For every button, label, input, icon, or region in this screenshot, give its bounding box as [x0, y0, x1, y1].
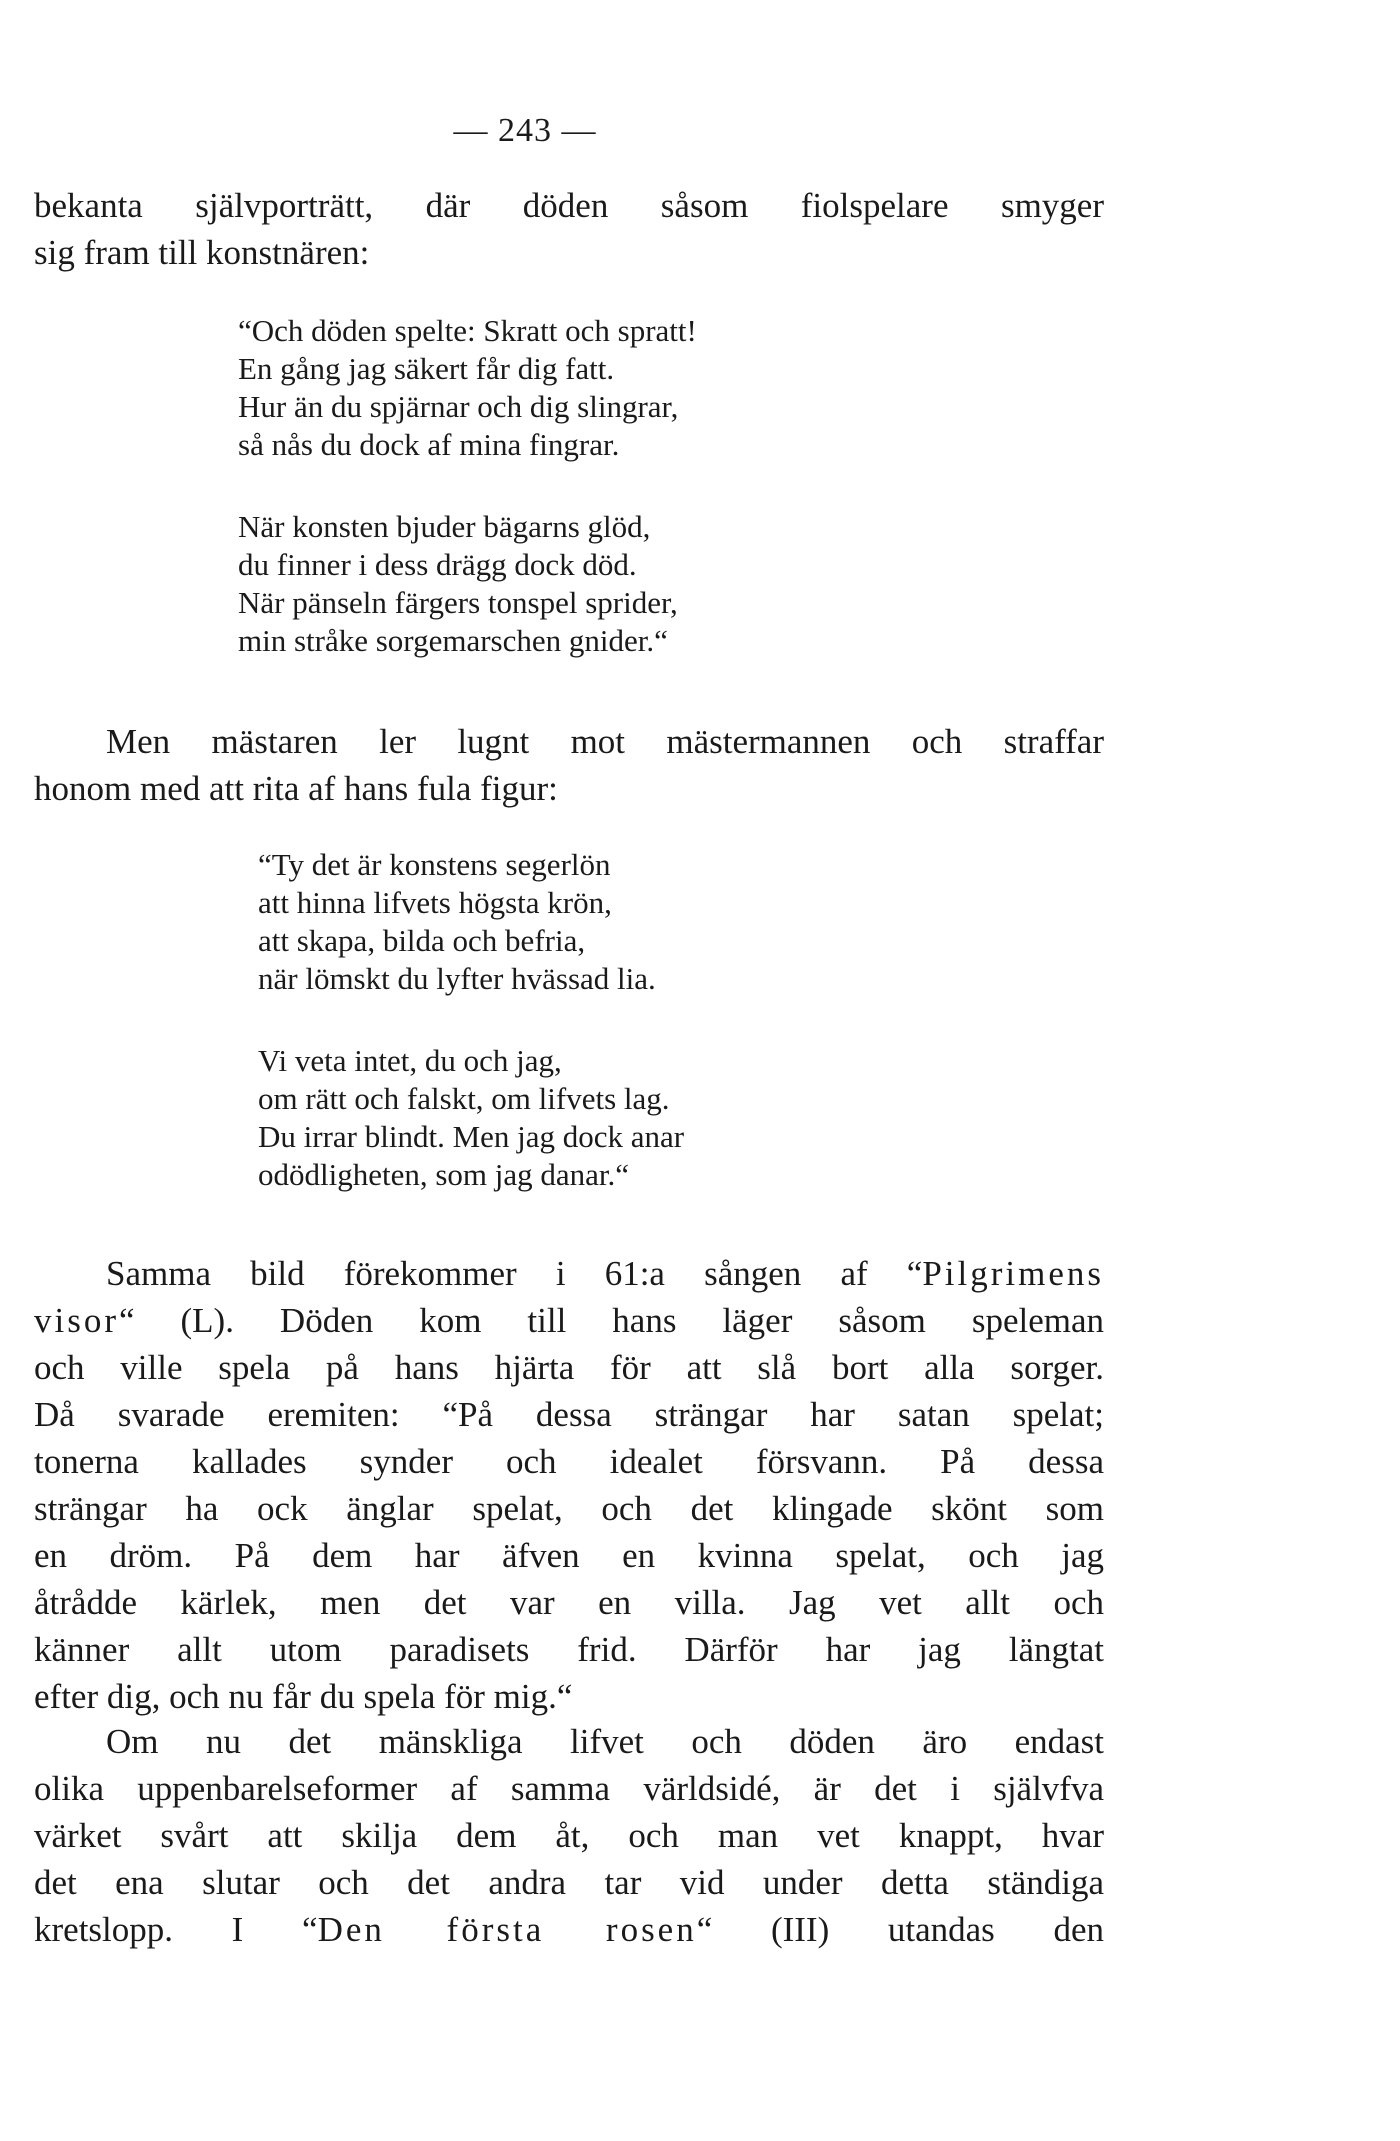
- verse-line: Hur än du spjärnar och dig slingrar,: [238, 389, 679, 424]
- text-line: Men mästaren ler lugnt mot mästermannen och straffar: [106, 722, 1104, 761]
- text-line: sig fram till konstnären:: [34, 233, 370, 272]
- verse-line: odödligheten, som jag danar.“: [258, 1157, 630, 1192]
- text-line: [34, 1250, 1104, 1297]
- text-line: och ville spela på hans hjärta för att slå bort alla sorger.: [34, 1348, 1104, 1387]
- text-run: kretslopp. I “: [34, 1910, 318, 1949]
- verse-line: så nås du dock af mina fingrar.: [238, 427, 620, 462]
- verse-line: att hinna lifvets högsta krön,: [258, 885, 612, 920]
- text-line: bekanta självporträtt, där döden såsom fiolspelare smyger: [34, 186, 1104, 225]
- text-line: efter dig, och nu får du spela för mig.“: [34, 1677, 573, 1716]
- verse-line: När pänseln färgers tonspel sprider,: [238, 585, 678, 620]
- verse-line: “Och döden spelte: Skratt och spratt!: [238, 313, 697, 348]
- verse-line: “Ty det är konstens segerlön: [258, 847, 611, 882]
- verse-line: när lömskt du lyfter hvässad lia.: [258, 961, 656, 996]
- verse-line: du finner i dess drägg dock död.: [238, 547, 637, 582]
- intro-paragraph: [34, 182, 1104, 276]
- poem-block-1: [238, 312, 697, 660]
- middle-paragraph: [34, 718, 1104, 812]
- text-run: “ (L). Döden kom till hans läger såsom speleman: [119, 1301, 1104, 1340]
- text-line: [34, 1297, 1104, 1344]
- page-number: — 243 —: [453, 112, 597, 149]
- verse-line: En gång jag säkert får dig fatt.: [238, 351, 615, 386]
- paragraph-om-nu: [34, 1718, 1104, 1953]
- verse-line: om rätt och falskt, om lifvets lag.: [258, 1081, 670, 1116]
- text-run: Samma bild förekommer i 61:a sången af “: [106, 1254, 923, 1293]
- text-line: olika uppenbarelseformer af samma världsidé, är det i självfva: [34, 1769, 1104, 1808]
- text-line: Då svarade eremiten: “På dessa strängar har satan spelat;: [34, 1395, 1104, 1434]
- text-line: en dröm. På dem har äfven en kvinna spelat, och jag: [34, 1536, 1104, 1575]
- text-line: Om nu det mänskliga lifvet och döden äro endast: [106, 1722, 1104, 1761]
- text-line: känner allt utom paradisets frid. Därför har jag längtat: [34, 1630, 1104, 1669]
- verse-line: min stråke sorgemarschen gnider.“: [238, 623, 668, 658]
- text-line: värket svårt att skilja dem åt, och man vet knappt, hvar: [34, 1816, 1104, 1855]
- verse-line: att skapa, bilda och befria,: [258, 923, 586, 958]
- text-line: det ena slutar och det andra tar vid under detta ständiga: [34, 1863, 1104, 1902]
- text-line: honom med att rita af hans fula figur:: [34, 769, 558, 808]
- emphasized-title: Den första rosen: [317, 1910, 697, 1949]
- poem-block-2: [258, 846, 684, 1194]
- stanza-gap: [238, 464, 697, 508]
- paragraph-samma-bild: [34, 1250, 1104, 1720]
- verse-line: Du irrar blindt. Men jag dock anar: [258, 1119, 685, 1154]
- verse-line: Vi veta intet, du och jag,: [258, 1043, 562, 1078]
- text-line: tonerna kallades synder och idealet försvann. På dessa: [34, 1442, 1104, 1481]
- text-line: [34, 1906, 1104, 1953]
- text-line: strängar ha ock änglar spelat, och det klingade skönt som: [34, 1489, 1104, 1528]
- emphasized-title: Pilgrimens: [922, 1254, 1104, 1293]
- text-line: åtrådde kärlek, men det var en villa. Jag vet allt och: [34, 1583, 1104, 1622]
- text-run: “ (III) utandas den: [696, 1910, 1105, 1949]
- verse-line: När konsten bjuder bägarns glöd,: [238, 509, 651, 544]
- stanza-gap: [258, 998, 684, 1042]
- emphasized-title: visor: [34, 1301, 119, 1340]
